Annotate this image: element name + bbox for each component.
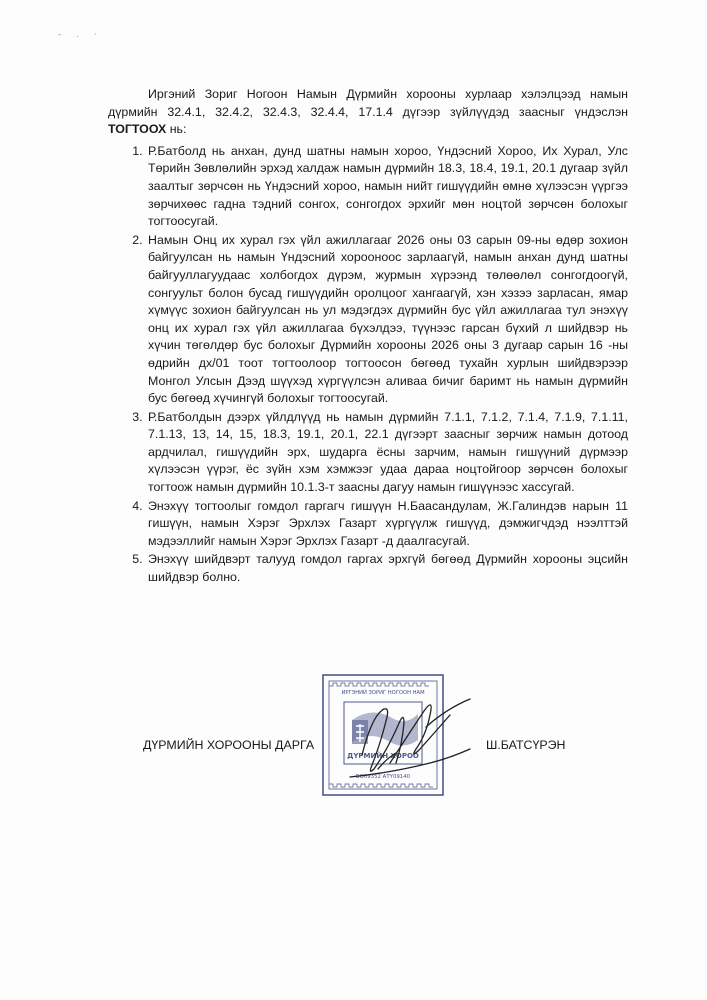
handwritten-signature bbox=[330, 685, 500, 795]
decision-item-3: 3. Р.Батболдын дээрх үйлдлүүд нь намын дүрмийн 7.1.1, 7.1.2, 7.1.4, 7.1.9, 7.1.11, 7.1.13, 13, 14, 15, 18.3, 19.1, 20.1, 22.1 дүгээрт заасныг зөрчиж намын дотоод ардчилал, гишүүдийн эрх, шударга ёсны зарчим, намын гишүүний дүрмээр хүлээсэн үүрэг, ёс зүйн хэм хэмжээг удаа дараа ноцтойгоор зөрчсөн болохыг тогтоож намын дүрмийн 10.1.3-т заасны дагуу намын гишүүнээс хассугай. bbox=[146, 409, 628, 497]
intro-bold-word: ТОГТООХ bbox=[108, 122, 167, 137]
intro-suffix: нь: bbox=[169, 122, 187, 137]
intro-paragraph bbox=[108, 86, 628, 139]
decision-item-1: 1. Р.Батболд нь анхан, дунд шатны намын хороо, Үндэсний Хороо, Их Хурал, Улс Төрийн Зөвлөлийн эрхэд халдаж намын дүрмийн 18.3, 18.4, 19.1, 20.1 дугаар зүйл заалтыг зөрчсөн нь Үндэсний хороо, намын нийт гишүүдийн өмнө хүлээсэн үүргээ зөрчихөөс гадна тэдний сонгох, сонгогдох эрхийг мөн ноцтой зөрчсөн болохыг тогтоосугай. bbox=[146, 143, 628, 231]
intro-text: Иргэний Зориг Ногоон Намын Дүрмийн хорооны хурлаар хэлэлцээд намын дүрмийн 32.4.1, 32.4.2, 32.4.3, 32.4.4, 17.1.4 дүгээр зүйлүүдэд заасныг үндэслэн bbox=[108, 87, 628, 119]
stamp-top-text: ИРГЭНИЙ ЗОРИГ НОГООН НАМ bbox=[341, 690, 425, 696]
stamp-middle-text: ДҮРМИЙН ХОРОО bbox=[347, 752, 419, 760]
signatory-name: Ш.БАТСҮРЭН bbox=[486, 738, 566, 752]
stamp-bottom-text: БӨ09352 АТҮ09140 bbox=[355, 774, 411, 780]
decision-item-2: 2. Намын Онц их хурал гэх үйл ажиллагааг 2026 оны 03 сарын 09-ны өдөр зохион байгуулсан нь намын Үндэсний хорооноос зарлаагүй, намын анхан дунд шатны байгууллагуудаас холбогдох дүрэм, журмын хүрээнд төлөөлөл сонгогдоогүй, сонгуульт болон бусад гишүүдийн оролцоог хангаагүй, хэн хэзээ зарласан, ямар хүмүүс зохион байгуулсан нь ул мэдэгдэх дүрмийн бус үйл ажиллагаа тул энэхүү онц их хурал гэх үйл ажиллагаа бүхэлдээ, түүнээс гарсан бүхий л шийдвэр нь хүчин төгөлдөр бус болохыг Дүрмийн хорооны 2026 оны 3 дугаар сарын 16 -ны өдрийн дх/01 тоот тогтоолоор тогтоосон бөгөөд тухайн хурлын шийдвэрээр Монгол Улсын Дээд шүүхэд хүргүүлсэн аливаа бичиг баримт нь намын дүрмийн бус бөгөөд хүчингүй болохыг тогтоосугай. bbox=[146, 232, 628, 408]
decision-body bbox=[108, 86, 628, 588]
signatory-title: ДҮРМИЙН ХОРООНЫ ДАРГА bbox=[143, 738, 315, 752]
decision-item-4: 4. Энэхүү тогтоолыг гомдол гаргагч гишүүн Н.Баасандулам, Ж.Галиндэв нарын 11 гишүүн, намын Хэрэг Эрхлэх Газарт хүргүүлж гишүүд, дэмжигчдэд нээлттэй мэдээллийг намын Хэрэг Эрхлэх Газарт -д даалгасугай. bbox=[146, 498, 628, 551]
decision-list bbox=[108, 143, 628, 587]
scan-artifact-marks: - . · bbox=[58, 30, 103, 40]
decision-item-5: 5. Энэхүү шийдвэрт талууд гомдол гаргах эрхгүй бөгөөд Дүрмийн хорооны эцсийн шийдвэр болно. bbox=[146, 551, 628, 586]
